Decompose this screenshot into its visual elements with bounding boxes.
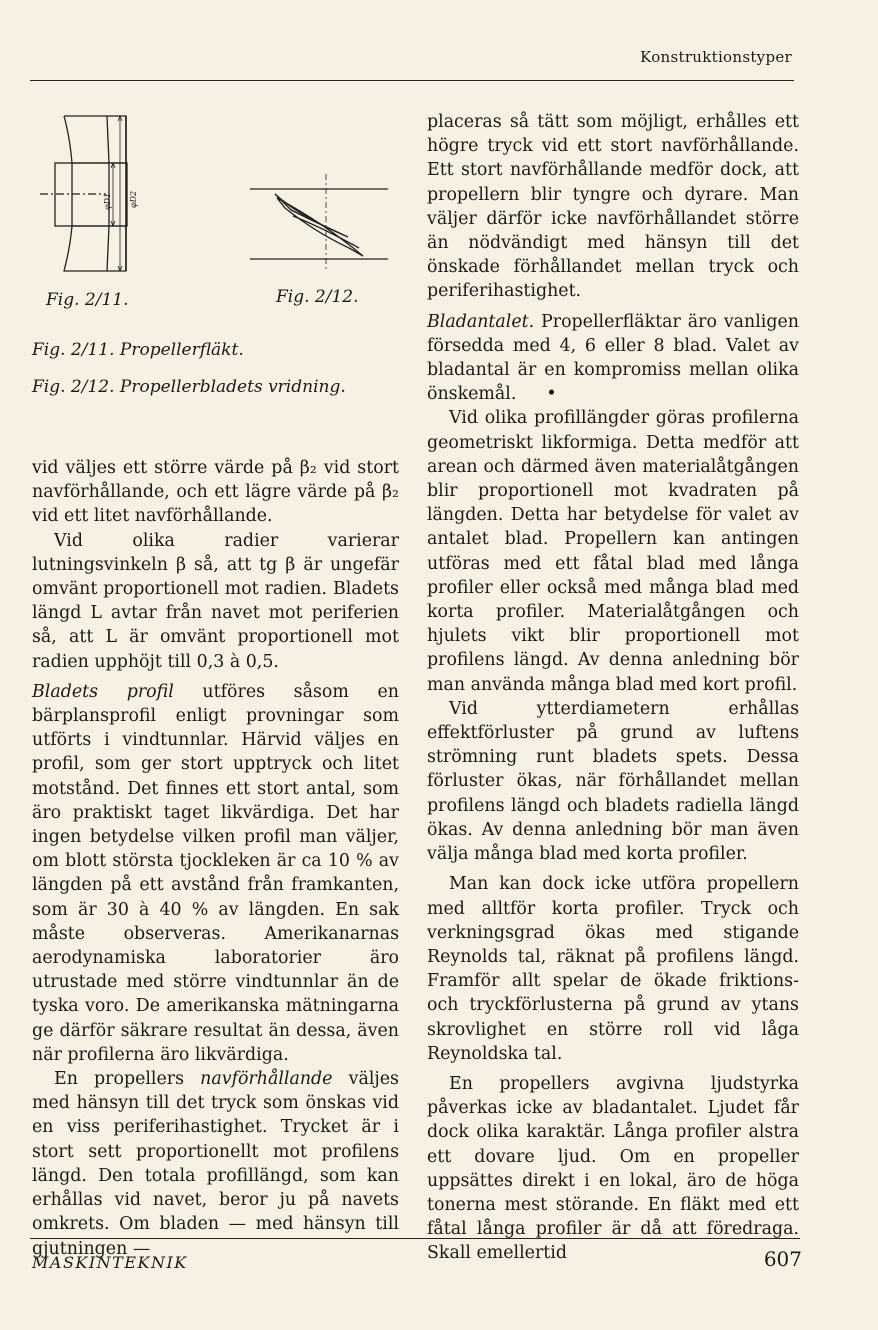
dim-label-d1: φD1	[103, 192, 112, 210]
paragraph: Vid olika radier varierar lutningsvinkeln β så, att tg β är ungefär omvänt proportionell mot radien. Bladets längd L avtar från navet mot periferien så, att L är omvänt proportionell mot radien upphöjt till 0,3 à 0,5.	[32, 530, 399, 672]
paragraph: En propellers avgivna ljudstyrka påverkas icke av bladantalet. Ljudet får dock olika karaktär. Långa profiler alstra ett dovare ljud. Om en propeller uppsättes direkt i en lokal, äro de höga tonerna mest störande. En fläkt med ett fåtal långa profiler är då att föredraga. Skall emellertid	[427, 1073, 799, 1264]
figure-label-2-11: Fig. 2/11.	[46, 290, 129, 310]
caption-fig-2-12: Fig. 2/12. Propellerbladets vridning.	[32, 377, 346, 397]
header-rule	[30, 80, 794, 81]
paragraph: vid väljes ett större värde på β₂ vid stort navförhållande, och ett lägre värde på β₂ vid ett litet navförhållande.	[32, 458, 399, 527]
paragraph: Man kan dock icke utföra propellern med alltför korta profiler. Tryck och verkningsgrad ökas med stigande Reynolds tal, räknat på profilens längd. Framför allt spelar de ökade friktions- och tryckförlusterna på grund av ytans skrovlighet en större roll vid låga Reynoldska tal.	[427, 874, 799, 1064]
right-column	[427, 110, 799, 1266]
footer-rule	[30, 1238, 800, 1239]
running-head: Konstruktionstyper	[640, 48, 792, 66]
dim-label-d2: φD2	[129, 190, 138, 208]
paragraph: placeras så tätt som möjligt, erhålles ett högre tryck vid ett stort navförhållande. Ett stort navförhållande medför dock, att propellern blir tyngre och dyrare. Man väljer därför icke navförhållandet större än nödvändigt med hänsyn till det önskade förhållandet mellan tryck och periferihastighet.	[427, 112, 799, 302]
journal-name: MASKINTEKNIK	[32, 1253, 188, 1272]
paragraph: Vid olika profillängder göras profilerna geometriskt likformiga. Detta medför att arean och därmed även materialåtgången blir proportionell mot kvadraten på längden. Detta har betydelse för valet av antalet blad. Propellern kan antingen utföras med ett fåtal blad med långa profiler eller också med många blad med korta profiler. Materialåtgången och hjulets vikt blir proportionell mot profilens längd. Av denna anledning bör man använda många blad med kort profil.	[427, 408, 799, 695]
blade-profile-root	[275, 194, 348, 237]
paragraph: En propellers navförhållande väljes med hänsyn till det tryck som önskas vid en viss periferihastighet. Trycket är i stort sett proportionellt mot profilens längd. Den totala profillängd, som kan erhållas vid navet, beror ju på navets omkrets. Om bladen — med hänsyn till gjutningen —	[32, 1069, 399, 1259]
stray-mark: •	[546, 384, 557, 405]
term-navforhallande: navförhållande	[200, 1069, 333, 1090]
caption-fig-2-11: Fig. 2/11. Propellerfläkt.	[32, 340, 244, 360]
paragraph: Bladantalet. Propellerfläktar äro vanligen försedda med 4, 6 eller 8 blad. Valet av bladantal är en kompromiss mellan olika önskemål. •	[427, 310, 799, 407]
figure-label-2-12: Fig. 2/12.	[276, 287, 359, 307]
paragraph: Vid ytterdiametern erhållas effektförluster på grund av luftens strömning runt bladets spets. Dessa förluster ökas, när förhållandet mellan profilens längd och bladets radiella längd ökas. Av denna anledning bör man även välja många blad med korta profiler.	[427, 698, 799, 865]
term-bladantalet: Bladantalet.	[427, 311, 535, 332]
figure-propeller-fan	[28, 108, 140, 278]
fan-lower-blade	[64, 226, 126, 271]
page-number: 607	[763, 1247, 802, 1271]
figure-blade-twist	[245, 172, 395, 272]
term-bladets-profil: Bladets profil	[32, 681, 174, 702]
left-column	[32, 456, 399, 1261]
fan-upper-blade	[64, 116, 126, 163]
paragraph: Bladets profil utföres såsom en bärplansprofil enligt provningar som utförts i vindtunnlar. Härvid väljes en profil, som ger stort upptryck och litet motstånd. Det finnes ett stort antal, som äro praktiskt taget likvärdiga. Det har ingen betydelse vilken profil man väljer, om blott största tjockleken är ca 10 % av längden på ett avstånd från framkanten, som är 30 à 40 % av längden. En sak måste observeras. Amerikanarnas aerodynamiska laboratorier äro utrustade med större vindtunnlar än de tyska voro. De amerikanska mätningarna ge därför säkrare resultat än dessa, även när profilerna äro likvärdiga.	[32, 681, 399, 1065]
